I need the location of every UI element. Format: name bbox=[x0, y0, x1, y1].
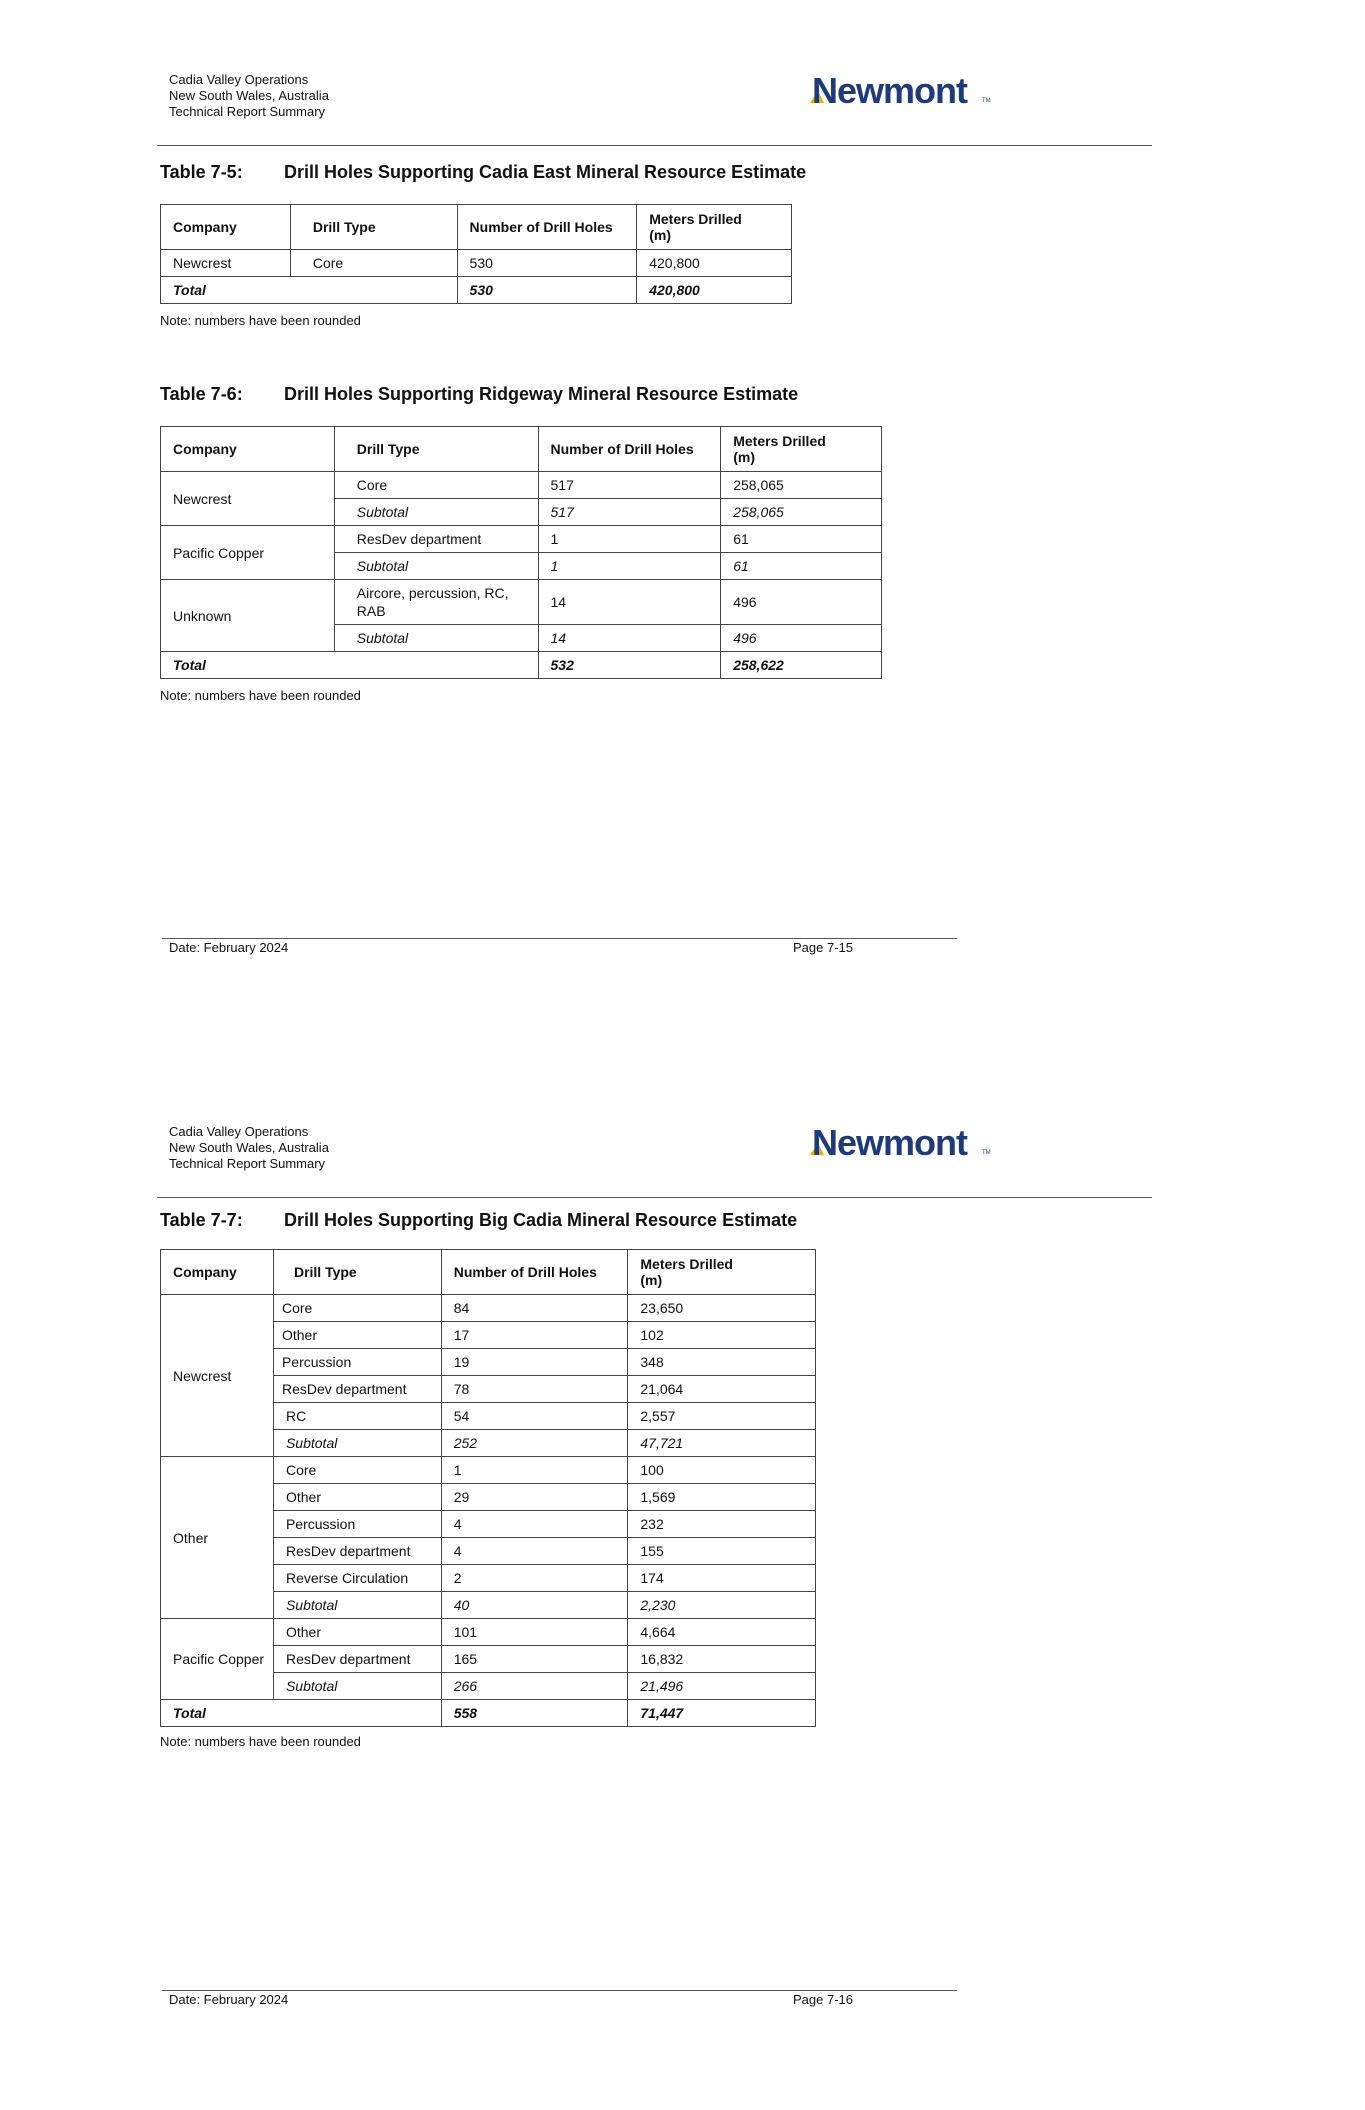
cell-company: Pacific Copper bbox=[161, 526, 335, 580]
cell-holes: 165 bbox=[441, 1646, 628, 1673]
total-meters: 258,622 bbox=[721, 652, 882, 679]
logo-trademark: TM bbox=[982, 1150, 991, 1156]
cell-meters: 420,800 bbox=[637, 250, 792, 277]
header-divider bbox=[157, 145, 1152, 146]
cell-drill-type: Other bbox=[273, 1619, 441, 1646]
col-company: Company bbox=[161, 1250, 274, 1295]
subtotal-label: Subtotal bbox=[273, 1430, 441, 1457]
footer-date: Date: February 2024 bbox=[169, 1992, 289, 2007]
cell-holes: 2 bbox=[441, 1565, 628, 1592]
cell-drill-type: Core bbox=[334, 472, 538, 499]
subtotal-meters: 2,230 bbox=[628, 1592, 816, 1619]
cell-drill-type: Core bbox=[273, 1457, 441, 1484]
cell-drill-type: Aircore, percussion, RC, RAB bbox=[334, 580, 538, 625]
col-num-holes: Number of Drill Holes bbox=[538, 427, 721, 472]
cell-holes: 54 bbox=[441, 1403, 628, 1430]
cell-holes: 530 bbox=[457, 250, 637, 277]
cell-meters: 16,832 bbox=[628, 1646, 816, 1673]
table-7-7 bbox=[160, 1249, 816, 1727]
total-label: Total bbox=[161, 652, 539, 679]
footer-divider bbox=[162, 1990, 957, 1991]
subtotal-label: Subtotal bbox=[273, 1673, 441, 1700]
col-company: Company bbox=[161, 427, 335, 472]
table-row bbox=[161, 1457, 816, 1484]
table-row bbox=[161, 526, 882, 553]
footer-page-number: Page 7-16 bbox=[793, 1992, 853, 2007]
table-header-row bbox=[161, 205, 792, 250]
cell-drill-type: Core bbox=[290, 250, 457, 277]
page-7-16 bbox=[0, 1052, 1365, 2107]
cell-drill-type: ResDev department bbox=[334, 526, 538, 553]
cell-holes: 1 bbox=[441, 1457, 628, 1484]
cell-company: Newcrest bbox=[161, 250, 291, 277]
table-row bbox=[161, 250, 792, 277]
subtotal-meters: 61 bbox=[721, 553, 882, 580]
col-meters: Meters Drilled (m) bbox=[721, 427, 882, 472]
subtotal-holes: 266 bbox=[441, 1673, 628, 1700]
cell-drill-type: Other bbox=[273, 1484, 441, 1511]
cell-meters: 1,569 bbox=[628, 1484, 816, 1511]
cell-meters: 348 bbox=[628, 1349, 816, 1376]
col-meters: Meters Drilled (m) bbox=[628, 1250, 816, 1295]
table-7-7-note: Note: numbers have been rounded bbox=[160, 1734, 361, 1749]
cell-meters: 4,664 bbox=[628, 1619, 816, 1646]
cell-drill-type: ResDev department bbox=[273, 1646, 441, 1673]
table-row bbox=[161, 472, 882, 499]
table-7-6 bbox=[160, 426, 882, 679]
subtotal-holes: 40 bbox=[441, 1592, 628, 1619]
table-7-6-title: Table 7-6: Drill Holes Supporting Ridgeway Mineral Resource Estimate bbox=[160, 384, 799, 404]
cell-meters: 174 bbox=[628, 1565, 816, 1592]
footer-page-number: Page 7-15 bbox=[793, 940, 853, 955]
subtotal-holes: 252 bbox=[441, 1430, 628, 1457]
cell-drill-type: ResDev department bbox=[273, 1376, 441, 1403]
cell-holes: 101 bbox=[441, 1619, 628, 1646]
cell-company: Pacific Copper bbox=[161, 1619, 274, 1700]
subtotal-meters: 47,721 bbox=[628, 1430, 816, 1457]
total-meters: 420,800 bbox=[637, 277, 792, 304]
cell-holes: 1 bbox=[538, 526, 721, 553]
cell-company: Newcrest bbox=[161, 1295, 274, 1457]
cell-company: Newcrest bbox=[161, 472, 335, 526]
table-row bbox=[161, 1295, 816, 1322]
table-row bbox=[161, 580, 882, 625]
total-row bbox=[161, 652, 882, 679]
col-num-holes: Number of Drill Holes bbox=[457, 205, 637, 250]
cell-meters: 155 bbox=[628, 1538, 816, 1565]
total-holes: 530 bbox=[457, 277, 637, 304]
cell-meters: 21,064 bbox=[628, 1376, 816, 1403]
total-row bbox=[161, 1700, 816, 1727]
table-7-6-note: Note: numbers have been rounded bbox=[160, 688, 361, 703]
cell-meters: 232 bbox=[628, 1511, 816, 1538]
report-header bbox=[169, 1124, 329, 1172]
header-line-3: Technical Report Summary bbox=[169, 1156, 326, 1171]
subtotal-holes: 1 bbox=[538, 553, 721, 580]
cell-drill-type: Percussion bbox=[273, 1349, 441, 1376]
cell-holes: 17 bbox=[441, 1322, 628, 1349]
total-holes: 532 bbox=[538, 652, 721, 679]
header-line-2: New South Wales, Australia bbox=[169, 88, 329, 103]
cell-holes: 84 bbox=[441, 1295, 628, 1322]
subtotal-label: Subtotal bbox=[273, 1592, 441, 1619]
total-label: Total bbox=[161, 277, 458, 304]
header-divider bbox=[157, 1197, 1152, 1198]
logo-wordmark: Newmont bbox=[812, 70, 967, 111]
col-meters: Meters Drilled (m) bbox=[637, 205, 792, 250]
table-7-5-note: Note: numbers have been rounded bbox=[160, 313, 361, 328]
logo-trademark: TM bbox=[982, 98, 991, 104]
cell-company: Other bbox=[161, 1457, 274, 1619]
cell-meters: 23,650 bbox=[628, 1295, 816, 1322]
cell-meters: 496 bbox=[721, 580, 882, 625]
cell-holes: 4 bbox=[441, 1511, 628, 1538]
subtotal-meters: 496 bbox=[721, 625, 882, 652]
footer-divider bbox=[162, 938, 957, 939]
cell-meters: 2,557 bbox=[628, 1403, 816, 1430]
cell-holes: 78 bbox=[441, 1376, 628, 1403]
cell-meters: 258,065 bbox=[721, 472, 882, 499]
table-header-row bbox=[161, 1250, 816, 1295]
cell-holes: 4 bbox=[441, 1538, 628, 1565]
subtotal-meters: 258,065 bbox=[721, 499, 882, 526]
cell-drill-type: Reverse Circulation bbox=[273, 1565, 441, 1592]
cell-drill-type: Percussion bbox=[273, 1511, 441, 1538]
subtotal-holes: 517 bbox=[538, 499, 721, 526]
table-7-5 bbox=[160, 204, 792, 304]
header-line-1: Cadia Valley Operations bbox=[169, 72, 309, 87]
cell-meters: 61 bbox=[721, 526, 882, 553]
subtotal-label: Subtotal bbox=[334, 553, 538, 580]
report-header bbox=[169, 72, 329, 120]
footer-date: Date: February 2024 bbox=[169, 940, 289, 955]
col-drill-type: Drill Type bbox=[334, 427, 538, 472]
col-drill-type: Drill Type bbox=[273, 1250, 441, 1295]
total-holes: 558 bbox=[441, 1700, 628, 1727]
subtotal-holes: 14 bbox=[538, 625, 721, 652]
table-7-5-title: Table 7-5: Drill Holes Supporting Cadia East Mineral Resource Estimate bbox=[160, 162, 807, 182]
table-row bbox=[161, 1619, 816, 1646]
cell-holes: 29 bbox=[441, 1484, 628, 1511]
cell-holes: 517 bbox=[538, 472, 721, 499]
total-row bbox=[161, 277, 792, 304]
table-7-7-title: Table 7-7: Drill Holes Supporting Big Cadia Mineral Resource Estimate bbox=[160, 1210, 798, 1230]
cell-drill-type: ResDev department bbox=[273, 1538, 441, 1565]
header-line-1: Cadia Valley Operations bbox=[169, 1124, 309, 1139]
total-label: Total bbox=[161, 1700, 442, 1727]
cell-meters: 100 bbox=[628, 1457, 816, 1484]
subtotal-label: Subtotal bbox=[334, 625, 538, 652]
col-num-holes: Number of Drill Holes bbox=[441, 1250, 628, 1295]
subtotal-label: Subtotal bbox=[334, 499, 538, 526]
header-line-3: Technical Report Summary bbox=[169, 104, 326, 119]
col-company: Company bbox=[161, 205, 291, 250]
total-meters: 71,447 bbox=[628, 1700, 816, 1727]
subtotal-meters: 21,496 bbox=[628, 1673, 816, 1700]
col-drill-type: Drill Type bbox=[290, 205, 457, 250]
cell-drill-type: Other bbox=[273, 1322, 441, 1349]
cell-drill-type: RC bbox=[273, 1403, 441, 1430]
cell-meters: 102 bbox=[628, 1322, 816, 1349]
logo-wordmark: Newmont bbox=[812, 1122, 967, 1163]
cell-drill-type: Core bbox=[273, 1295, 441, 1322]
cell-company: Unknown bbox=[161, 580, 335, 652]
header-line-2: New South Wales, Australia bbox=[169, 1140, 329, 1155]
table-header-row bbox=[161, 427, 882, 472]
cell-holes: 14 bbox=[538, 580, 721, 625]
cell-holes: 19 bbox=[441, 1349, 628, 1376]
